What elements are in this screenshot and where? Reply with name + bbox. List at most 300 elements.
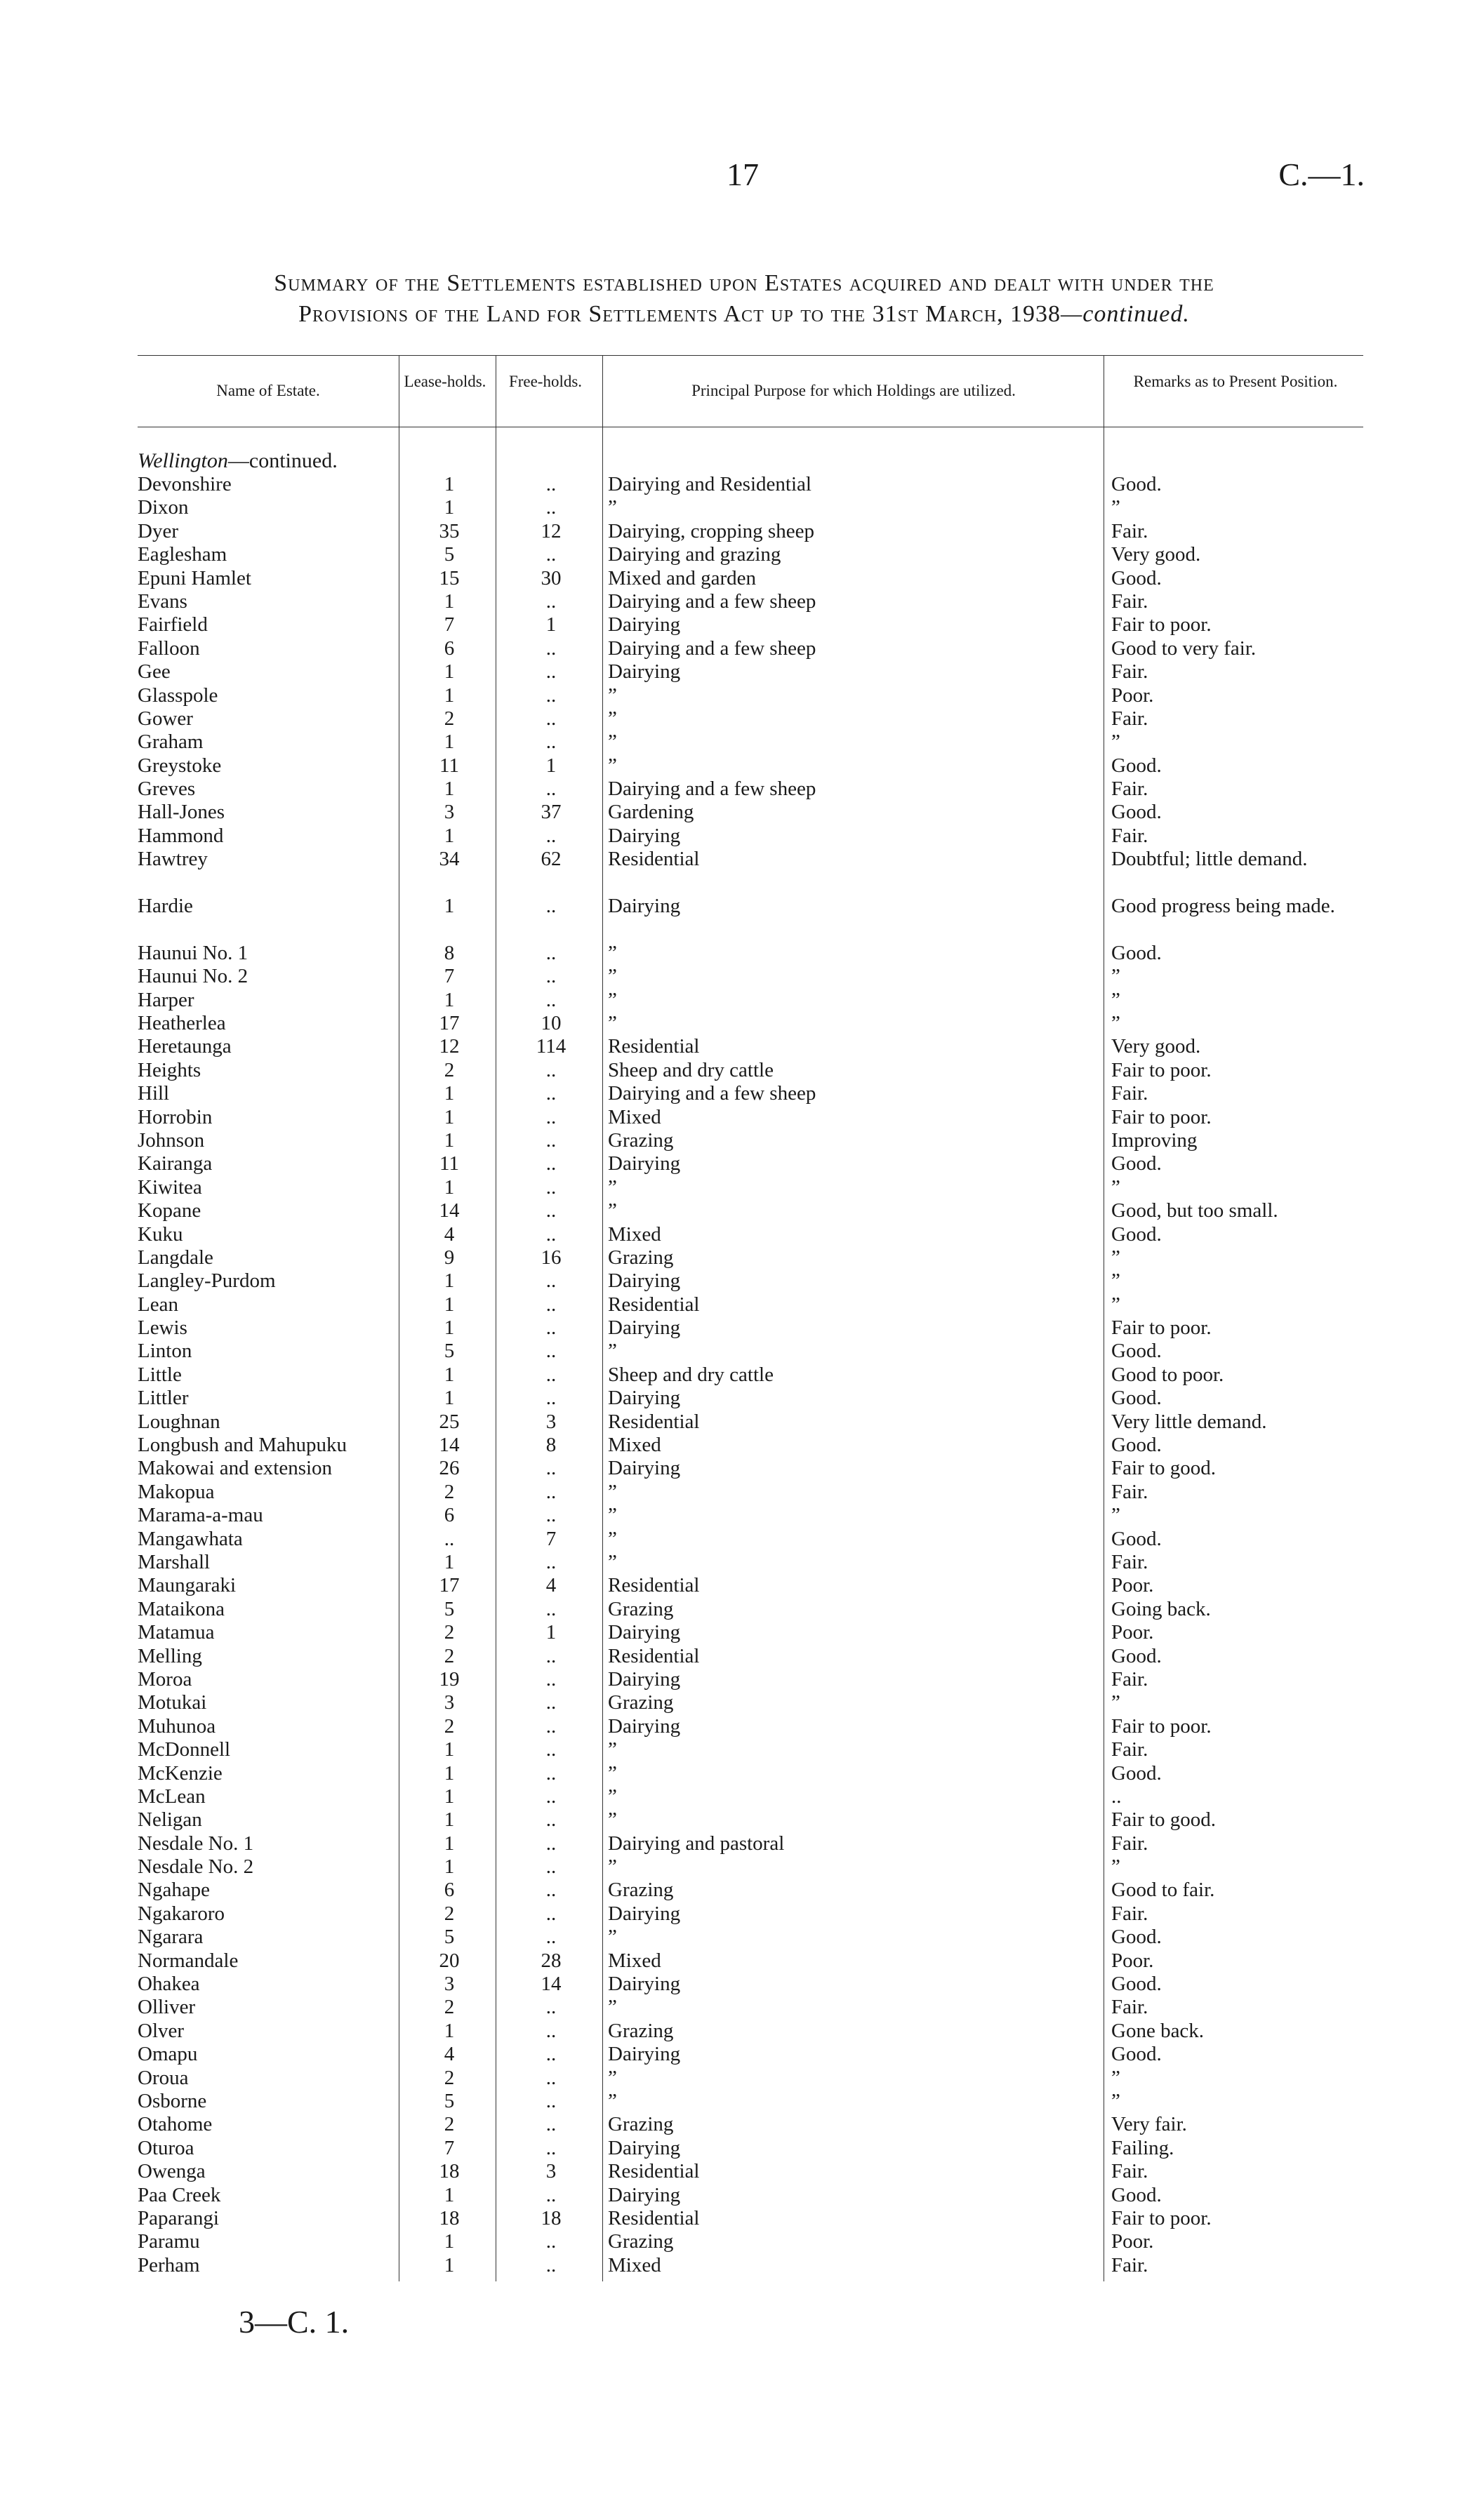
estate-name-cell: Graham: [138, 731, 204, 754]
table-row: [0, 801, 1484, 824]
remarks-cell: Fair.: [1111, 1738, 1148, 1761]
estate-name-cell: Dixon: [138, 496, 189, 519]
purpose-cell: Dairying: [608, 1152, 681, 1175]
estate-name-cell: Ngarara: [138, 1926, 204, 1949]
table-row: [0, 754, 1484, 778]
estate-name-cell: Heretaunga: [138, 1035, 232, 1058]
remarks-cell: ”: [1111, 496, 1120, 519]
purpose-cell: Dairying and grazing: [608, 543, 781, 566]
leaseholds-cell: 1: [444, 731, 455, 754]
remarks-cell: Good.: [1111, 473, 1162, 495]
purpose-cell: Grazing: [608, 2230, 674, 2253]
estate-name-cell: Hardie: [138, 895, 193, 918]
table-row: [0, 520, 1484, 543]
remarks-cell: Good.: [1111, 1222, 1162, 1246]
remarks-cell: Good.: [1111, 2183, 1162, 2206]
purpose-cell: Grazing: [608, 1597, 674, 1620]
section-name: Wellington: [138, 449, 228, 472]
estate-name-cell: Hall-Jones: [138, 801, 225, 824]
remarks-cell: Good to very fair.: [1111, 636, 1257, 660]
leaseholds-cell: 5: [444, 1340, 455, 1363]
table-row: [0, 2067, 1484, 2090]
table-row: [0, 1082, 1484, 1105]
remarks-cell: Very little demand.: [1111, 1410, 1267, 1433]
remarks-cell: Failing.: [1111, 2136, 1174, 2159]
estate-name-cell: Little: [138, 1363, 182, 1386]
estate-name-cell: Horrobin: [138, 1105, 213, 1128]
title-line-2-main: Provisions of the Land for Settlements Act up to the 31st March, 1938: [298, 301, 1061, 327]
remarks-cell: ”: [1111, 965, 1120, 988]
estate-name-cell: Greves: [138, 778, 196, 801]
estate-name-cell: Harper: [138, 988, 194, 1011]
purpose-cell: Residential: [608, 2160, 700, 2183]
purpose-cell: Dairying and a few sheep: [608, 778, 816, 801]
section-suffix: —continued.: [227, 449, 338, 472]
remarks-cell: Going back.: [1111, 1597, 1211, 1620]
purpose-cell: Dairying: [608, 1621, 681, 1644]
remarks-cell: ”: [1111, 988, 1120, 1011]
purpose-cell: Mixed and garden: [608, 566, 756, 589]
purpose-cell: ”: [608, 1340, 617, 1363]
estate-name-cell: Loughnan: [138, 1410, 220, 1433]
table-row: [0, 1551, 1484, 1574]
freeholds-cell: ..: [545, 1128, 557, 1152]
estate-name-cell: Langdale: [138, 1246, 213, 1269]
table-row: [0, 1785, 1484, 1808]
remarks-cell: Fair.: [1111, 1082, 1148, 1105]
table-row: [0, 1269, 1484, 1293]
estate-name-cell: Paramu: [138, 2230, 200, 2253]
freeholds-cell: ..: [545, 1785, 557, 1808]
table-row: [0, 1528, 1484, 1551]
freeholds-cell: ..: [545, 1714, 557, 1738]
freeholds-cell: ..: [545, 1926, 557, 1949]
purpose-cell: Dairying, cropping sheep: [608, 519, 814, 542]
leaseholds-cell: 18: [439, 2206, 460, 2229]
leaseholds-cell: 26: [439, 1457, 460, 1480]
remarks-cell: Good progress being made.: [1111, 895, 1335, 918]
leaseholds-cell: 1: [444, 1269, 455, 1293]
purpose-cell: Dairying and a few sheep: [608, 589, 816, 613]
leaseholds-cell: 1: [444, 1387, 455, 1410]
leaseholds-cell: 1: [444, 2183, 455, 2206]
estate-name-cell: Heatherlea: [138, 1012, 226, 1035]
leaseholds-cell: 1: [444, 1175, 455, 1199]
estate-name-cell: Kopane: [138, 1199, 201, 1222]
purpose-cell: ”: [608, 1926, 617, 1949]
leaseholds-cell: 14: [439, 1199, 460, 1222]
estate-name-cell: Falloon: [138, 636, 200, 660]
estate-name-cell: Gower: [138, 707, 193, 730]
purpose-cell: Dairying and a few sheep: [608, 636, 816, 660]
purpose-cell: Residential: [608, 2206, 700, 2229]
freeholds-cell: ..: [545, 1879, 557, 1902]
freeholds-cell: ..: [545, 2066, 557, 2089]
remarks-cell: Fair.: [1111, 1902, 1148, 1925]
estate-name-cell: Paparangi: [138, 2206, 219, 2229]
remarks-cell: ”: [1111, 1504, 1120, 1527]
estate-name-cell: Normandale: [138, 1949, 239, 1972]
freeholds-cell: ..: [545, 1363, 557, 1386]
table-row: [0, 1996, 1484, 2019]
table-row: [0, 1434, 1484, 1457]
purpose-cell: ”: [608, 1785, 617, 1808]
purpose-cell: Grazing: [608, 1246, 674, 1269]
estate-name-cell: Epuni Hamlet: [138, 566, 251, 589]
freeholds-cell: 12: [541, 519, 562, 542]
remarks-cell: Good.: [1111, 1527, 1162, 1550]
leaseholds-cell: 4: [444, 1222, 455, 1246]
leaseholds-cell: 5: [444, 543, 455, 566]
estate-name-cell: Nesdale No. 2: [138, 1855, 254, 1879]
leaseholds-cell: 2: [444, 1644, 455, 1667]
purpose-cell: ”: [608, 1527, 617, 1550]
remarks-cell: Poor.: [1111, 2230, 1154, 2253]
table-row: [0, 778, 1484, 801]
remarks-cell: Good.: [1111, 754, 1162, 777]
freeholds-cell: 1: [545, 1621, 557, 1644]
freeholds-cell: 18: [541, 2206, 562, 2229]
leaseholds-cell: 6: [444, 1504, 455, 1527]
freeholds-cell: 114: [536, 1035, 567, 1058]
freeholds-cell: ..: [545, 1996, 557, 2019]
leaseholds-cell: 1: [444, 1128, 455, 1152]
estate-name-cell: Marama-a-mau: [138, 1504, 263, 1527]
table-row: [0, 567, 1484, 590]
leaseholds-cell: 1: [444, 1293, 455, 1316]
remarks-cell: Poor.: [1111, 1621, 1154, 1644]
leaseholds-cell: 1: [444, 895, 455, 918]
remarks-cell: Fair.: [1111, 519, 1148, 542]
leaseholds-cell: 1: [444, 1363, 455, 1386]
remarks-cell: Good.: [1111, 2043, 1162, 2066]
table-row: [0, 543, 1484, 566]
purpose-cell: Residential: [608, 1574, 700, 1597]
header-top-rule: [138, 355, 1363, 356]
table-row: [0, 590, 1484, 613]
purpose-cell: ”: [608, 1551, 617, 1573]
remarks-cell: Good.: [1111, 1152, 1162, 1175]
leaseholds-cell: 2: [444, 1058, 455, 1081]
estate-name-cell: Ngakaroro: [138, 1902, 225, 1925]
leaseholds-cell: 19: [439, 1667, 460, 1691]
remarks-cell: Fair.: [1111, 1667, 1148, 1691]
remarks-cell: Good.: [1111, 1973, 1162, 1996]
remarks-cell: Good.: [1111, 1340, 1162, 1363]
freeholds-cell: ..: [545, 1269, 557, 1293]
freeholds-cell: ..: [545, 1644, 557, 1667]
leaseholds-cell: 6: [444, 1879, 455, 1902]
remarks-cell: Fair.: [1111, 1480, 1148, 1503]
table-row: [0, 1411, 1484, 1434]
freeholds-cell: ..: [545, 965, 557, 988]
leaseholds-cell: 1: [444, 473, 455, 495]
freeholds-cell: 28: [541, 1949, 562, 1972]
purpose-cell: ”: [608, 988, 617, 1011]
purpose-cell: Residential: [608, 1410, 700, 1433]
freeholds-cell: ..: [545, 1058, 557, 1081]
freeholds-cell: ..: [545, 988, 557, 1011]
purpose-cell: ”: [608, 1996, 617, 2019]
table-row: [0, 1387, 1484, 1410]
freeholds-cell: ..: [545, 778, 557, 801]
estate-name-cell: Lean: [138, 1293, 178, 1316]
freeholds-cell: ..: [545, 636, 557, 660]
freeholds-cell: ..: [545, 1667, 557, 1691]
remarks-cell: Good.: [1111, 1387, 1162, 1410]
estate-name-cell: Devonshire: [138, 473, 232, 495]
title-line-2: [133, 299, 1355, 330]
freeholds-cell: ..: [545, 1152, 557, 1175]
purpose-cell: Residential: [608, 1035, 700, 1058]
purpose-cell: ”: [608, 2089, 617, 2112]
estate-name-cell: Makopua: [138, 1480, 215, 1503]
purpose-cell: ”: [608, 1480, 617, 1503]
remarks-cell: Good to poor.: [1111, 1363, 1224, 1386]
table-row: [0, 2160, 1484, 2183]
table-row: [0, 613, 1484, 636]
freeholds-cell: ..: [545, 660, 557, 684]
table-row: [0, 1902, 1484, 1926]
table-row: [0, 895, 1484, 942]
estate-name-cell: Haunui No. 1: [138, 941, 249, 964]
freeholds-cell: ..: [545, 1105, 557, 1128]
estate-name-cell: Haunui No. 2: [138, 965, 249, 988]
freeholds-cell: 16: [541, 1246, 562, 1269]
purpose-cell: ”: [608, 941, 617, 964]
remarks-cell: Good.: [1111, 1761, 1162, 1785]
leaseholds-cell: 1: [444, 2230, 455, 2253]
table-row: [0, 1059, 1484, 1082]
remarks-cell: Gone back.: [1111, 2019, 1205, 2042]
table-row: [0, 2207, 1484, 2230]
table-row: [0, 2113, 1484, 2136]
table-row: [0, 1293, 1484, 1316]
remarks-cell: Good.: [1111, 941, 1162, 964]
estate-name-cell: Paa Creek: [138, 2183, 221, 2206]
freeholds-cell: ..: [545, 1222, 557, 1246]
remarks-cell: Improving: [1111, 1128, 1198, 1152]
estate-name-cell: Nesdale No. 1: [138, 1832, 254, 1855]
estate-name-cell: Oroua: [138, 2066, 189, 2089]
table-row: [0, 965, 1484, 988]
table-row: [0, 1340, 1484, 1363]
freeholds-cell: 1: [545, 613, 557, 636]
leaseholds-cell: 1: [444, 1855, 455, 1879]
leaseholds-cell: 1: [444, 1316, 455, 1340]
purpose-cell: Mixed: [608, 1105, 661, 1128]
remarks-cell: Fair to good.: [1111, 1808, 1217, 1832]
leaseholds-cell: 5: [444, 1597, 455, 1620]
leaseholds-cell: 17: [439, 1012, 460, 1035]
table-row: [0, 1738, 1484, 1761]
freeholds-cell: ..: [545, 473, 557, 495]
leaseholds-cell: 7: [444, 613, 455, 636]
freeholds-cell: ..: [545, 1855, 557, 1879]
purpose-cell: Dairying: [608, 1269, 681, 1293]
table-title: [133, 268, 1355, 330]
remarks-cell: ”: [1111, 1855, 1120, 1879]
freeholds-cell: ..: [545, 1480, 557, 1503]
remarks-cell: Poor.: [1111, 684, 1154, 707]
estate-name-cell: Littler: [138, 1387, 189, 1410]
table-row: [0, 1199, 1484, 1222]
table-row: [0, 2043, 1484, 2066]
estate-name-cell: Hill: [138, 1082, 170, 1105]
remarks-cell: ”: [1111, 731, 1120, 754]
table-row: [0, 1855, 1484, 1879]
purpose-cell: Dairying and a few sheep: [608, 1082, 816, 1105]
leaseholds-cell: 15: [439, 566, 460, 589]
remarks-cell: Fair to poor.: [1111, 1316, 1212, 1340]
purpose-cell: Grazing: [608, 2019, 674, 2042]
estate-name-cell: Linton: [138, 1340, 192, 1363]
estate-name-cell: Lewis: [138, 1316, 187, 1340]
leaseholds-cell: 11: [439, 1152, 459, 1175]
estate-name-cell: Eaglesham: [138, 543, 227, 566]
leaseholds-cell: 2: [444, 1621, 455, 1644]
freeholds-cell: ..: [545, 589, 557, 613]
freeholds-cell: ..: [545, 1551, 557, 1573]
leaseholds-cell: 2: [444, 1714, 455, 1738]
table-row: [0, 1223, 1484, 1246]
purpose-cell: Dairying: [608, 2136, 681, 2159]
table-row: [0, 1715, 1484, 1738]
table-row: [0, 684, 1484, 707]
remarks-cell: Very good.: [1111, 543, 1201, 566]
estate-name-cell: Marshall: [138, 1551, 211, 1573]
freeholds-cell: ..: [545, 1761, 557, 1785]
remarks-cell: Good, but too small.: [1111, 1199, 1278, 1222]
freeholds-cell: ..: [545, 2113, 557, 2136]
freeholds-cell: 62: [541, 848, 562, 871]
freeholds-cell: ..: [545, 2043, 557, 2066]
estate-name-cell: Motukai: [138, 1691, 207, 1714]
freeholds-cell: 8: [545, 1434, 557, 1457]
freeholds-cell: ..: [545, 2019, 557, 2042]
purpose-cell: Dairying: [608, 1714, 681, 1738]
table-row: [0, 707, 1484, 731]
table-row: [0, 1668, 1484, 1691]
purpose-cell: ”: [608, 2066, 617, 2089]
estate-name-cell: McLean: [138, 1785, 206, 1808]
leaseholds-cell: 7: [444, 965, 455, 988]
purpose-cell: Dairying: [608, 1902, 681, 1925]
freeholds-cell: ..: [545, 2183, 557, 2206]
leaseholds-cell: 1: [444, 988, 455, 1011]
remarks-cell: Fair.: [1111, 824, 1148, 847]
purpose-cell: ”: [608, 1175, 617, 1199]
header-name-of-estate: Name of Estate.: [216, 382, 320, 399]
table-row: [0, 1598, 1484, 1621]
purpose-cell: Grazing: [608, 2113, 674, 2136]
remarks-cell: ”: [1111, 1012, 1120, 1035]
estate-name-cell: Owenga: [138, 2160, 206, 2183]
remarks-cell: Fair to poor.: [1111, 1058, 1212, 1081]
estate-name-cell: Glasspole: [138, 684, 218, 707]
estate-name-cell: Heights: [138, 1058, 201, 1081]
leaseholds-cell: 3: [444, 801, 455, 824]
leaseholds-cell: 1: [444, 824, 455, 847]
page-number: 17: [727, 156, 759, 192]
purpose-cell: Residential: [608, 1293, 700, 1316]
purpose-cell: ”: [608, 965, 617, 988]
leaseholds-cell: 25: [439, 1410, 460, 1433]
purpose-cell: Residential: [608, 1644, 700, 1667]
table-row: [0, 1129, 1484, 1152]
table-row: [0, 2254, 1484, 2277]
table-row: [0, 825, 1484, 848]
estate-name-cell: Ngahape: [138, 1879, 211, 1902]
remarks-cell: Poor.: [1111, 1949, 1154, 1972]
estate-name-cell: Maungaraki: [138, 1574, 237, 1597]
freeholds-cell: ..: [545, 2253, 557, 2276]
remarks-cell: Fair.: [1111, 589, 1148, 613]
estate-name-cell: Evans: [138, 589, 187, 613]
leaseholds-cell: 35: [439, 519, 460, 542]
leaseholds-cell: 1: [444, 589, 455, 613]
leaseholds-cell: 2: [444, 1902, 455, 1925]
freeholds-cell: ..: [545, 1902, 557, 1925]
remarks-cell: Very good.: [1111, 1035, 1201, 1058]
purpose-cell: Dairying: [608, 2183, 681, 2206]
freeholds-cell: 30: [541, 566, 562, 589]
table-row: [0, 1035, 1484, 1058]
table-row: [0, 1316, 1484, 1340]
estate-name-cell: Makowai and extension: [138, 1457, 333, 1480]
freeholds-cell: 7: [545, 1527, 557, 1550]
remarks-cell: ”: [1111, 1269, 1120, 1293]
remarks-cell: Fair.: [1111, 660, 1148, 684]
freeholds-cell: ..: [545, 543, 557, 566]
leaseholds-cell: 1: [444, 1785, 455, 1808]
leaseholds-cell: 14: [439, 1434, 460, 1457]
estate-name-cell: Otahome: [138, 2113, 213, 2136]
remarks-cell: ”: [1111, 1246, 1120, 1269]
purpose-cell: Dairying: [608, 1316, 681, 1340]
leaseholds-cell: 1: [444, 1551, 455, 1573]
remarks-cell: Fair.: [1111, 1551, 1148, 1573]
table-row: [0, 1621, 1484, 1644]
remarks-cell: Good.: [1111, 1926, 1162, 1949]
header-freeholds: Free-holds.: [508, 373, 583, 390]
estate-name-cell: Melling: [138, 1644, 202, 1667]
leaseholds-cell: 1: [444, 778, 455, 801]
leaseholds-cell: 1: [444, 496, 455, 519]
freeholds-cell: ..: [545, 1457, 557, 1480]
remarks-cell: Fair to poor.: [1111, 613, 1212, 636]
table-row: [0, 731, 1484, 754]
remarks-cell: ”: [1111, 1691, 1120, 1714]
leaseholds-cell: 17: [439, 1574, 460, 1597]
leaseholds-cell: 3: [444, 1691, 455, 1714]
table-row: [0, 496, 1484, 519]
estate-name-cell: Muhunoa: [138, 1714, 216, 1738]
remarks-cell: ..: [1111, 1785, 1122, 1808]
purpose-cell: Gardening: [608, 801, 694, 824]
table-row: [0, 1176, 1484, 1199]
leaseholds-cell: 2: [444, 2066, 455, 2089]
remarks-cell: Good.: [1111, 1644, 1162, 1667]
freeholds-cell: 3: [545, 2160, 557, 2183]
purpose-cell: Dairying: [608, 1973, 681, 1996]
freeholds-cell: 10: [541, 1012, 562, 1035]
title-line-1: Summary of the Settlements established upon Estates acquired and dealt with under the: [274, 270, 1214, 296]
estate-name-cell: Perham: [138, 2253, 200, 2276]
header-remarks: Remarks as to Present Position.: [1133, 373, 1338, 390]
remarks-cell: Fair.: [1111, 2253, 1148, 2276]
remarks-cell: Good.: [1111, 566, 1162, 589]
